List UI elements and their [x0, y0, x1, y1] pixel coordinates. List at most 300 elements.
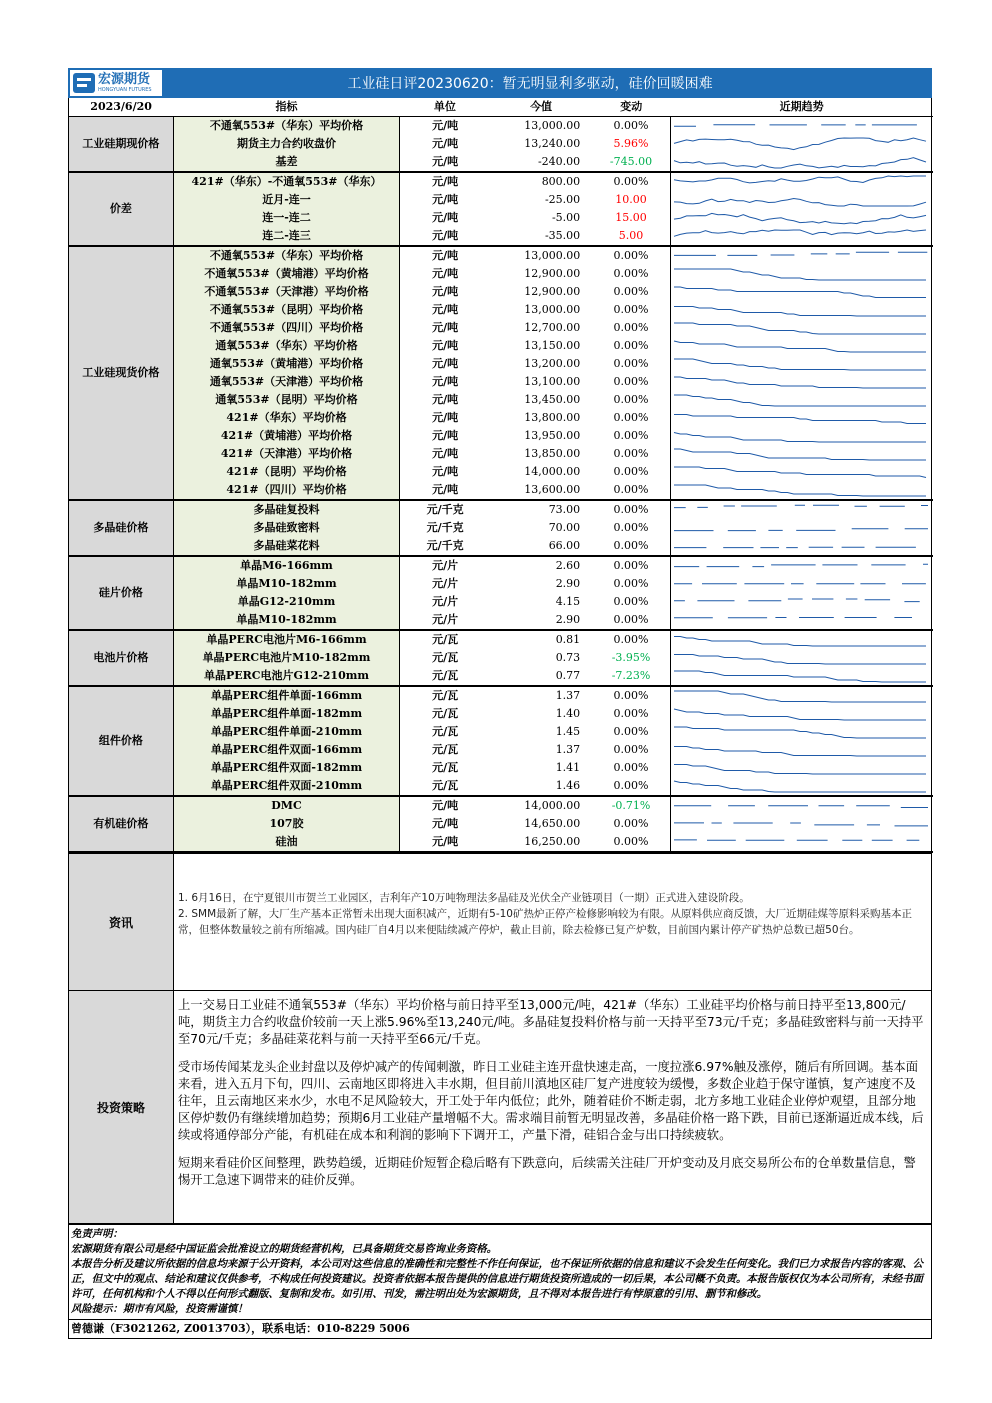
- company-logo: [70, 70, 162, 96]
- change-cell: 0.00%: [613, 559, 649, 572]
- indicator-cell: 通氧553#（华东）平均价格: [173, 337, 400, 355]
- value-cell: 14,000.00: [524, 465, 581, 478]
- trend-sparkline: [671, 815, 931, 833]
- news-item: 1. 6月16日，在宁夏银川市贺兰工业园区，吉利年产10万吨物理法多晶硅及光伏全产业链项目（一期）正式进入建设阶段。: [178, 892, 750, 904]
- table-row: [69, 191, 933, 209]
- news-body: [174, 854, 931, 990]
- indicator-cell: 连一-连二: [173, 209, 400, 227]
- unit-cell: 元/吨: [432, 137, 459, 150]
- trend-cell: [670, 500, 933, 519]
- unit-cell: 元/吨: [400, 481, 490, 500]
- trend-cell: [670, 191, 933, 209]
- unit-cell: 元/片: [432, 577, 459, 590]
- trend-sparkline: [671, 687, 931, 705]
- change-cell: 10.00: [615, 193, 647, 206]
- indicator-cell: 通氧553#（昆明）平均价格: [173, 391, 400, 409]
- value-cell: 1.41: [555, 761, 581, 774]
- table-row: [69, 283, 933, 301]
- value-cell: 0.81: [555, 633, 581, 646]
- unit-cell: 元/瓦: [432, 633, 459, 646]
- trend-cell: [670, 337, 933, 355]
- disclaimer-title: 免责声明：: [71, 1228, 123, 1240]
- strategy-section: [69, 990, 931, 1223]
- strategy-paragraph: 受市场传闻某龙头企业封盘以及停炉减产的传闻刺激，昨日工业硅主连开盘快速走高，一度拉涨6.97%触及涨停，随后有所回调。基本面来看，进入五月下旬，四川、云南地区即将进入丰水期，但目前川滇地区硅厂复产进度较为缓慢，多数企业趋于保守谨慎，复产速度不及往年，且云南地区来水少，水电不足风险较大，开工处于年内低位；此外，随着硅价不断走弱，北方多地工业硅企业停炉观望，且部分地区停炉数仍有继续增加趋势；预期6月工业硅产量增幅不大。需求端目前暂无明显改善，多晶硅价格一路下跌，目前已逐渐逼近成本线，后续或将通停部分产能，有机硅在成本和利润的影响下下调开工，产量下滑，硅铝合金与出口持续疲软。: [178, 1060, 924, 1142]
- indicator-cell: 单晶M10-182mm: [173, 575, 400, 593]
- value-cell: 1.37: [555, 743, 581, 756]
- strategy-body: [174, 991, 931, 1223]
- table-row: [69, 575, 933, 593]
- unit-cell: 元/吨: [432, 267, 459, 280]
- table-row: [69, 759, 933, 777]
- indicator-cell: 421#（黄埔港）平均价格: [173, 427, 400, 445]
- indicator-cell: 107胶: [173, 815, 400, 833]
- news-label: 资讯: [69, 854, 174, 990]
- disclaimer-line: 本报告分析及建议所依据的信息均来源于公开资料，本公司对这些信息的准确性和完整性不作任何保证，也不保证所依据的信息和建议不会发生任何变化。我们已力求报告内容的客观、公正，但文中的观点、结论和建议仅供参考，不构成任何投资建议。投资者依据本报告提供的信息进行期货投资所造成的一切后果，本公司概不负责。本报告版权仅为本公司所有，未经书面许可，任何机构和个人不得以任何形式翻版、复制和发布。如引用、刊发，需注明出处为宏源期货，且不得对本报告进行有悖原意的引用、删节和修改。: [71, 1258, 924, 1300]
- unit-cell: 元/瓦: [432, 725, 459, 738]
- trend-cell: [670, 391, 933, 409]
- value-cell: 13,150.00: [524, 339, 581, 352]
- table-row: [69, 500, 933, 519]
- header-date: 2023/6/20: [69, 98, 173, 117]
- trend-cell: [670, 355, 933, 373]
- indicator-cell: 不通氧553#（华东）平均价格: [173, 117, 400, 136]
- logo-english: HONGYUAN FUTURES: [98, 87, 152, 93]
- unit-cell: 元/片: [432, 559, 459, 572]
- change-cell: 0.00%: [613, 465, 649, 478]
- category-cell: 有机硅价格: [69, 796, 173, 852]
- trend-cell: [670, 153, 933, 172]
- change-cell: 0.00%: [613, 321, 649, 334]
- trend-sparkline: [671, 373, 931, 391]
- value-cell: 13,240.00: [524, 137, 581, 150]
- table-row: [69, 355, 933, 373]
- table-row: [69, 611, 933, 630]
- indicator-cell: 单晶PERC电池片G12-210mm: [173, 667, 400, 686]
- category-cell: 电池片价格: [69, 630, 173, 686]
- trend-cell: [670, 741, 933, 759]
- value-cell: 4.15: [555, 595, 581, 608]
- table-row: [69, 373, 933, 391]
- trend-cell: [670, 117, 933, 136]
- table-row: [69, 209, 933, 227]
- unit-cell: 元/片: [400, 611, 490, 630]
- data-table-wrapper: [68, 98, 932, 1339]
- trend-cell: [670, 575, 933, 593]
- value-cell: 14,650.00: [524, 817, 581, 830]
- table-row: [69, 246, 933, 265]
- header-unit: 单位: [400, 98, 490, 117]
- trend-cell: [670, 463, 933, 481]
- unit-cell: 元/吨: [432, 193, 459, 206]
- change-cell: 0.00%: [613, 595, 649, 608]
- category-cell: 工业硅现货价格: [69, 246, 173, 500]
- indicator-cell: 421#（天津港）平均价格: [173, 445, 400, 463]
- trend-sparkline: [671, 557, 931, 575]
- trend-cell: [670, 705, 933, 723]
- table-row: [69, 723, 933, 741]
- change-cell: 5.96%: [613, 137, 649, 150]
- value-cell: 1.45: [555, 725, 581, 738]
- unit-cell: 元/千克: [426, 503, 464, 516]
- value-cell: 13,000.00: [524, 303, 581, 316]
- indicator-cell: 单晶G12-210mm: [173, 593, 400, 611]
- value-cell: -5.00: [551, 211, 581, 224]
- indicator-cell: 单晶PERC组件单面-210mm: [173, 723, 400, 741]
- trend-cell: [670, 815, 933, 833]
- change-cell: 0.00%: [613, 633, 649, 646]
- change-cell: -745.00: [592, 153, 670, 172]
- value-cell: 14,000.00: [524, 799, 581, 812]
- change-cell: 0.00%: [613, 267, 649, 280]
- value-cell: 13,950.00: [524, 429, 581, 442]
- unit-cell: 元/吨: [432, 375, 459, 388]
- unit-cell: 元/吨: [432, 411, 459, 424]
- table-row: [69, 445, 933, 463]
- change-cell: 0.00%: [613, 119, 649, 132]
- trend-cell: [670, 409, 933, 427]
- change-cell: 0.00%: [613, 725, 649, 738]
- header-indicator: 指标: [173, 98, 400, 117]
- table-row: [69, 117, 933, 136]
- value-cell: 13,450.00: [524, 393, 581, 406]
- category-cell: 多晶硅价格: [69, 500, 173, 556]
- trend-sparkline: [671, 759, 931, 777]
- strategy-label: 投资策略: [69, 991, 174, 1223]
- unit-cell: 元/吨: [432, 817, 459, 830]
- trend-sparkline: [671, 247, 931, 265]
- change-cell: 0.00%: [613, 411, 649, 424]
- indicator-cell: 单晶M6-166mm: [173, 556, 400, 575]
- trend-cell: [670, 301, 933, 319]
- trend-sparkline: [671, 191, 931, 209]
- unit-cell: 元/千克: [426, 521, 464, 534]
- report-sheet: [68, 68, 932, 1339]
- table-row: [69, 337, 933, 355]
- indicator-cell: 近月-连一: [173, 191, 400, 209]
- table-row: [69, 537, 933, 556]
- strategy-paragraph: 短期来看硅价区间整理，跌势趋缓，近期硅价短暂企稳后略有下跌意向，后续需关注硅厂开炉变动及月底交易所公布的仓单数量信息，警惕开工急速下调带来的硅价反弹。: [178, 1156, 916, 1187]
- trend-sparkline: [671, 337, 931, 355]
- change-cell: 0.00%: [613, 339, 649, 352]
- trend-cell: [670, 833, 933, 852]
- trend-cell: [670, 796, 933, 815]
- trend-cell: [670, 723, 933, 741]
- table-row: [69, 777, 933, 796]
- trend-cell: [670, 630, 933, 649]
- trend-sparkline: [671, 117, 931, 135]
- price-table: [69, 98, 933, 853]
- change-cell: 0.00%: [613, 357, 649, 370]
- value-cell: 2.60: [555, 559, 581, 572]
- title-bar: [68, 68, 932, 98]
- unit-cell: 元/吨: [432, 119, 459, 132]
- change-cell: 0.00%: [613, 817, 649, 830]
- change-cell: 0.00%: [613, 707, 649, 720]
- value-cell: 13,100.00: [524, 375, 581, 388]
- report-title: 工业硅日评20230620：暂无明显利多驱动，硅价回暖困难: [347, 76, 713, 92]
- trend-sparkline: [671, 611, 931, 629]
- trend-sparkline: [671, 537, 931, 555]
- trend-sparkline: [671, 355, 931, 373]
- table-row: [69, 481, 933, 500]
- trend-sparkline: [671, 705, 931, 723]
- value-cell: 0.73: [555, 651, 581, 664]
- value-cell: 12,700.00: [524, 321, 581, 334]
- change-cell: 0.00%: [613, 503, 649, 516]
- category-cell: 硅片价格: [69, 556, 173, 630]
- strategy-paragraph: 上一交易日工业硅不通氧553#（华东）平均价格与前日持平至13,000元/吨，421#（华东）工业硅平均价格与前日持平至13,800元/吨，期货主力合约收盘价较前一天上涨5.96%至13,240元/吨。多晶硅复投料价格与前一天持平至73元/千克；多晶硅致密料与前一天持平至70元/千克；多晶硅菜花料与前一天持平至66元/千克。: [178, 998, 924, 1046]
- unit-cell: 元/吨: [432, 211, 459, 224]
- table-row: [69, 135, 933, 153]
- indicator-cell: 多晶硅菜花料: [173, 537, 400, 556]
- table-row: [69, 301, 933, 319]
- value-cell: 0.77: [490, 667, 592, 686]
- trend-sparkline: [671, 723, 931, 741]
- value-cell: 2.90: [490, 611, 592, 630]
- trend-sparkline: [671, 631, 931, 649]
- value-cell: 66.00: [490, 537, 592, 556]
- trend-sparkline: [671, 649, 931, 667]
- table-row: [69, 796, 933, 815]
- indicator-cell: 单晶PERC电池片M10-182mm: [173, 649, 400, 667]
- header-change: 变动: [592, 98, 670, 117]
- change-cell: 0.00%: [592, 777, 670, 796]
- category-cell: 组件价格: [69, 686, 173, 796]
- indicator-cell: 不通氧553#（四川）平均价格: [173, 319, 400, 337]
- change-cell: 0.00%: [592, 611, 670, 630]
- value-cell: 12,900.00: [524, 267, 581, 280]
- trend-cell: [670, 649, 933, 667]
- value-cell: 1.37: [555, 689, 581, 702]
- table-row: [69, 833, 933, 852]
- news-item: 2. SMM最新了解，大厂生产基本正常暂未出现大面积减产，近期有5-10矿热炉正停产检修影响较为有限。从原料供应商反馈，大厂近期硅煤等原料采购基本正常，但整体数量较之前有所缩减。国内硅厂自4月以来便陆续减产停炉，截止目前，除去检修已复产炉数，目前国内累计停产矿热炉总数已超50台。: [178, 908, 912, 936]
- logo-name: 宏源期货: [98, 72, 151, 87]
- contact-info: 曾德谦（F3021262, Z0013703），联系电话：010-8229 5006: [69, 1319, 931, 1339]
- indicator-cell: 421#（昆明）平均价格: [173, 463, 400, 481]
- indicator-cell: 硅油: [173, 833, 400, 852]
- trend-cell: [670, 135, 933, 153]
- change-cell: 0.00%: [592, 833, 670, 852]
- indicator-cell: 421#（四川）平均价格: [173, 481, 400, 500]
- trend-sparkline: [671, 173, 931, 191]
- unit-cell: 元/瓦: [432, 743, 459, 756]
- table-row: [69, 667, 933, 686]
- indicator-cell: 多晶硅致密料: [173, 519, 400, 537]
- table-row: [69, 815, 933, 833]
- unit-cell: 元/吨: [432, 321, 459, 334]
- indicator-cell: 单晶PERC组件双面-210mm: [173, 777, 400, 796]
- category-cell: 工业硅期现价格: [69, 117, 173, 173]
- table-row: [69, 741, 933, 759]
- trend-cell: [670, 227, 933, 246]
- change-cell: -7.23%: [592, 667, 670, 686]
- disclaimer: [69, 1223, 931, 1319]
- trend-sparkline: [671, 463, 931, 481]
- change-cell: 0.00%: [613, 577, 649, 590]
- trend-sparkline: [671, 667, 931, 685]
- unit-cell: 元/吨: [432, 357, 459, 370]
- trend-cell: [670, 611, 933, 630]
- trend-sparkline: [671, 797, 931, 815]
- unit-cell: 元/瓦: [432, 651, 459, 664]
- change-cell: 15.00: [615, 211, 647, 224]
- trend-cell: [670, 265, 933, 283]
- trend-sparkline: [671, 741, 931, 759]
- value-cell: 70.00: [548, 521, 581, 534]
- unit-cell: 元/片: [432, 595, 459, 608]
- trend-sparkline: [671, 445, 931, 463]
- indicator-cell: 多晶硅复投料: [173, 500, 400, 519]
- trend-cell: [670, 667, 933, 686]
- change-cell: 0.00%: [613, 285, 649, 298]
- table-row: [69, 409, 933, 427]
- change-cell: 0.00%: [613, 743, 649, 756]
- unit-cell: 元/吨: [400, 153, 490, 172]
- trend-sparkline: [671, 209, 931, 227]
- value-cell: 13,200.00: [524, 357, 581, 370]
- value-cell: 800.00: [541, 175, 581, 188]
- unit-cell: 元/吨: [432, 393, 459, 406]
- indicator-cell: 通氧553#（天津港）平均价格: [173, 373, 400, 391]
- indicator-cell: 单晶PERC组件单面-166mm: [173, 686, 400, 705]
- value-cell: 13,800.00: [524, 411, 581, 424]
- change-cell: 0.00%: [613, 429, 649, 442]
- indicator-cell: 421#（华东）-不通氧553#（华东）: [173, 172, 400, 191]
- change-cell: -3.95%: [611, 651, 651, 664]
- change-cell: 0.00%: [613, 375, 649, 388]
- trend-cell: [670, 283, 933, 301]
- trend-cell: [670, 373, 933, 391]
- unit-cell: 元/吨: [432, 303, 459, 316]
- unit-cell: 元/吨: [432, 429, 459, 442]
- unit-cell: 元/瓦: [400, 667, 490, 686]
- indicator-cell: 不通氧553#（昆明）平均价格: [173, 301, 400, 319]
- trend-cell: [670, 246, 933, 265]
- trend-sparkline: [671, 575, 931, 593]
- trend-sparkline: [671, 777, 931, 795]
- unit-cell: 元/吨: [432, 249, 459, 262]
- value-cell: 1.46: [490, 777, 592, 796]
- unit-cell: 元/千克: [400, 537, 490, 556]
- change-cell: 0.00%: [613, 447, 649, 460]
- trend-sparkline: [671, 409, 931, 427]
- value-cell: 13,600.00: [490, 481, 592, 500]
- table-row: [69, 427, 933, 445]
- table-header-row: [69, 98, 933, 117]
- indicator-cell: 单晶PERC组件双面-166mm: [173, 741, 400, 759]
- header-today: 今值: [490, 98, 592, 117]
- unit-cell: 元/瓦: [400, 777, 490, 796]
- unit-cell: 元/瓦: [432, 761, 459, 774]
- value-cell: 12,900.00: [524, 285, 581, 298]
- value-cell: 73.00: [548, 503, 581, 516]
- header-trend: 近期趋势: [670, 98, 933, 117]
- indicator-cell: 基差: [173, 153, 400, 172]
- news-section: [69, 853, 931, 990]
- value-cell: 1.40: [555, 707, 581, 720]
- table-body: [69, 117, 933, 853]
- unit-cell: 元/吨: [432, 465, 459, 478]
- indicator-cell: 单晶PERC电池片M6-166mm: [173, 630, 400, 649]
- trend-sparkline: [671, 833, 931, 851]
- trend-cell: [670, 481, 933, 500]
- table-row: [69, 556, 933, 575]
- value-cell: -240.00: [490, 153, 592, 172]
- indicator-cell: 不通氧553#（黄埔港）平均价格: [173, 265, 400, 283]
- table-row: [69, 319, 933, 337]
- trend-cell: [670, 593, 933, 611]
- indicator-cell: 连二-连三: [173, 227, 400, 246]
- trend-cell: [670, 686, 933, 705]
- trend-cell: [670, 519, 933, 537]
- indicator-cell: 通氧553#（黄埔港）平均价格: [173, 355, 400, 373]
- trend-sparkline: [671, 301, 931, 319]
- value-cell: 16,250.00: [490, 833, 592, 852]
- indicator-cell: 不通氧553#（华东）平均价格: [173, 246, 400, 265]
- trend-cell: [670, 172, 933, 191]
- trend-cell: [670, 319, 933, 337]
- table-row: [69, 649, 933, 667]
- indicator-cell: 单晶PERC组件双面-182mm: [173, 759, 400, 777]
- trend-sparkline: [671, 427, 931, 445]
- trend-sparkline: [671, 227, 931, 245]
- change-cell: 0.00%: [613, 761, 649, 774]
- unit-cell: 元/吨: [400, 227, 490, 246]
- trend-cell: [670, 445, 933, 463]
- trend-cell: [670, 209, 933, 227]
- logo-icon: [73, 73, 95, 93]
- change-cell: 0.00%: [613, 689, 649, 702]
- value-cell: 13,000.00: [524, 249, 581, 262]
- change-cell: 0.00%: [592, 537, 670, 556]
- table-row: [69, 463, 933, 481]
- unit-cell: 元/吨: [432, 447, 459, 460]
- trend-sparkline: [671, 519, 931, 537]
- trend-sparkline: [671, 319, 931, 337]
- change-cell: 0.00%: [613, 303, 649, 316]
- change-cell: 5.00: [592, 227, 670, 246]
- trend-sparkline: [671, 153, 931, 171]
- table-row: [69, 630, 933, 649]
- indicator-cell: 单晶M10-182mm: [173, 611, 400, 630]
- value-cell: -25.00: [544, 193, 581, 206]
- indicator-cell: 单晶PERC组件单面-182mm: [173, 705, 400, 723]
- table-row: [69, 593, 933, 611]
- unit-cell: 元/吨: [432, 175, 459, 188]
- trend-cell: [670, 537, 933, 556]
- change-cell: 0.00%: [592, 481, 670, 500]
- trend-sparkline: [671, 391, 931, 409]
- value-cell: 2.90: [555, 577, 581, 590]
- trend-sparkline: [671, 135, 931, 153]
- category-cell: 价差: [69, 172, 173, 246]
- trend-cell: [670, 777, 933, 796]
- trend-sparkline: [671, 283, 931, 301]
- trend-sparkline: [671, 481, 931, 499]
- trend-cell: [670, 556, 933, 575]
- change-cell: 0.00%: [613, 521, 649, 534]
- disclaimer-line: 宏源期货有限公司是经中国证监会批准设立的期货经营机构，已具备期货交易咨询业务资格。: [71, 1243, 498, 1255]
- value-cell: 13,000.00: [524, 119, 581, 132]
- trend-sparkline: [671, 593, 931, 611]
- table-row: [69, 172, 933, 191]
- unit-cell: 元/吨: [432, 799, 459, 812]
- value-cell: 13,850.00: [524, 447, 581, 460]
- trend-cell: [670, 427, 933, 445]
- table-row: [69, 391, 933, 409]
- unit-cell: 元/瓦: [432, 707, 459, 720]
- table-row: [69, 705, 933, 723]
